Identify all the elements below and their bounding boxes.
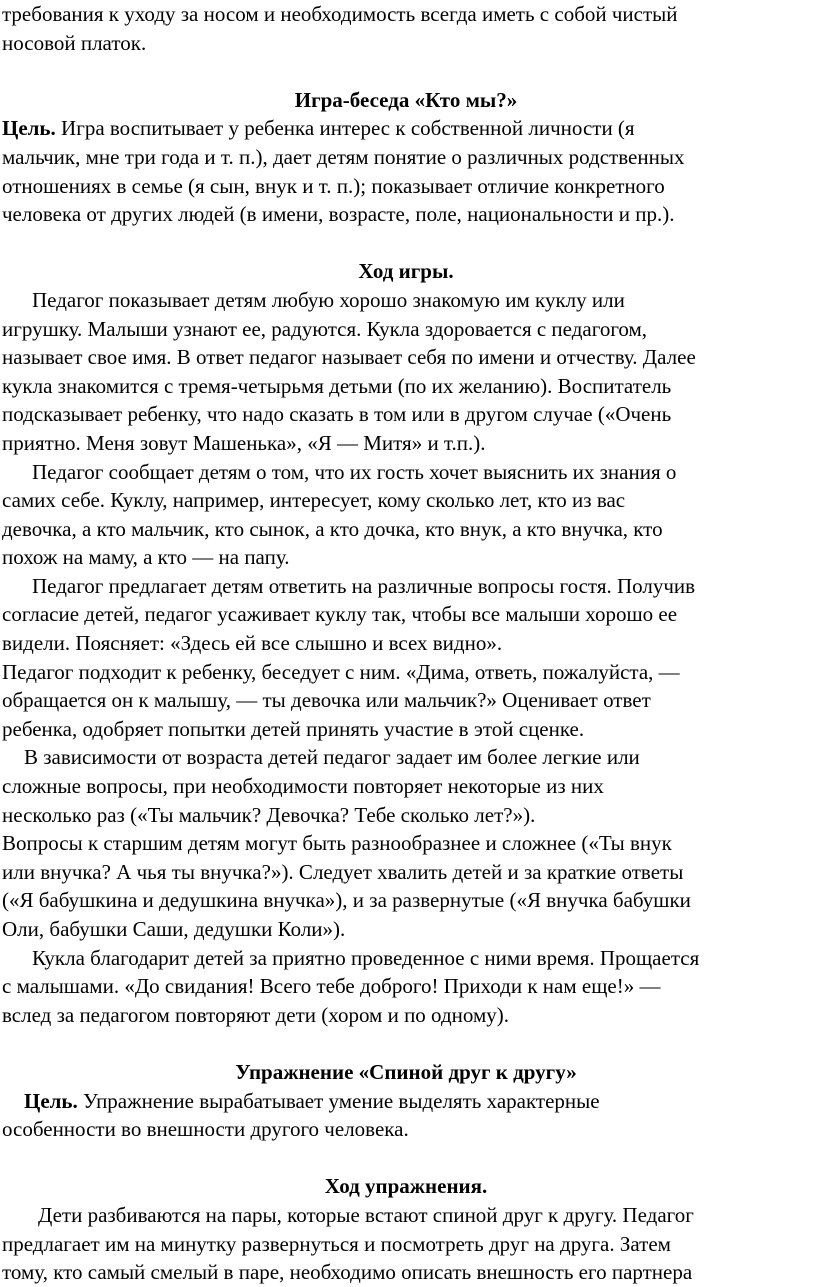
course-p5-line: или внучка? А чья ты внучка?»). Следует хвалить детей и за краткие ответы — [2, 859, 684, 884]
course-p6-line: вслед за педагогом повторяют дети (хором и по одному). — [2, 1002, 510, 1027]
course-p1-line: называет свое имя. В ответ педагог называет себя по имени и отчеству. Далее — [2, 345, 696, 370]
game-title: Игра-беседа «Кто мы?» — [294, 87, 518, 112]
course-p1-line: подсказывает ребенку, что надо сказать в том или в другом случае («Очень — [2, 402, 672, 427]
course-p2-line: похож на маму, а кто — на папу. — [2, 545, 290, 570]
course-p2-line: Педагог сообщает детям о том, что их гость хочет выяснить их знания о — [32, 459, 677, 484]
course-p3-line: обращается он к малышу, — ты девочка или мальчик?» Оценивает ответ — [2, 688, 651, 713]
course-p6-line: с малышами. «До свидания! Всего тебе доброго! Приходи к нам еще!» — — [2, 974, 661, 999]
spacer — [2, 1029, 810, 1058]
game-goal-line: мальчик, мне три года и т. п.), дает детям понятие о различных родственных — [2, 144, 685, 169]
spacer — [2, 1144, 810, 1173]
course-p5-line: Вопросы к старшим детям могут быть разнообразнее и сложнее («Ты внук — [2, 831, 672, 856]
game-goal-line: человека от других людей (в имени, возрасте, поле, национальности и пр.). — [2, 202, 675, 227]
course-p4-line: В зависимости от возраста детей педагог задает им более легкие или — [24, 745, 640, 770]
course-p3-line: ребенка, одобряет попытки детей принять участие в этой сценке. — [2, 716, 585, 741]
exercise-goal-line: особенности во внешности другого человека. — [2, 1117, 409, 1142]
spacer — [2, 229, 810, 258]
course-p6-line: Кукла благодарит детей за приятно проведенное с ними время. Прощается — [32, 945, 700, 970]
course-title: Ход игры. — [358, 259, 454, 284]
course-p2-line: девочка, а кто мальчик, кто сынок, а кто дочка, кто внук, а кто внучка, кто — [2, 516, 663, 541]
exercise-course-line: Дети разбиваются на пары, которые встают спиной друг к другу. Педагог — [38, 1202, 694, 1227]
course-p3-line: Педагог предлагает детям ответить на различные вопросы гостя. Получив — [32, 573, 696, 598]
course-p4-line: сложные вопросы, при необходимости повторяет некоторые из них — [2, 774, 604, 799]
course-p1-line: приятно. Меня зовут Машенька», «Я — Митя» и т.п.). — [2, 430, 486, 455]
intro-line: носовой платок. — [2, 30, 147, 55]
course-p5-line: («Я бабушкина и дедушкина внучка»), и за развернутые («Я внучка бабушки — [2, 888, 691, 913]
course-p2-line: самих себе. Куклу, например, интересует, кому сколько лет, кто из вас — [2, 488, 626, 513]
exercise-goal-label: Цель. — [24, 1088, 78, 1113]
exercise-course-line: предлагает им на минутку развернуться и посмотреть друг на друга. Затем — [2, 1231, 671, 1256]
course-p1-line: кукла знакомится с тремя-четырьмя детьми (по их желанию). Воспитатель — [2, 373, 672, 398]
spacer — [2, 57, 810, 86]
course-p1-line: Педагог показывает детям любую хорошо знакомую им куклу или — [32, 287, 625, 312]
course-p5-line: Оли, бабушки Саши, дедушки Коли»). — [2, 917, 346, 941]
exercise-course-line: тому, кто самый смелый в паре, необходимо описать внешность его партнера — [2, 1260, 693, 1285]
intro-line: требования к уходу за носом и необходимость всегда иметь с собой чистый — [2, 2, 678, 26]
course-p3-line: видели. Поясняет: «Здесь ей все слышно и всех видно». — [2, 631, 503, 656]
course-p3-line: Педагог подходит к ребенку, беседует с ним. «Дима, ответь, пожалуйста, — — [2, 659, 680, 684]
game-goal-text: Игра воспитывает у ребенка интерес к собственной личности (я — [55, 116, 635, 141]
exercise-goal-text: Упражнение вырабатывает умение выделять характерные — [77, 1088, 600, 1113]
course-p1-line: игрушку. Малыши узнают ее, радуются. Кукла здоровается с педагогом, — [2, 316, 648, 341]
course-p4-line: несколько раз («Ты мальчик? Девочка? Тебе сколько лет?»). — [2, 802, 536, 827]
exercise-goal-first-line — [2, 1087, 810, 1116]
exercise-course-title: Ход упражнения. — [324, 1174, 488, 1199]
game-goal-label: Цель. — [2, 116, 56, 141]
course-p3-line: согласие детей, педагог усаживает куклу так, чтобы все малыши хорошо ее — [2, 602, 678, 627]
exercise-title: Упражнение «Спиной друг к другу» — [235, 1059, 577, 1084]
game-goal-line: отношениях в семье (я сын, внук и т. п.); показывает отличие конкретного — [2, 173, 665, 198]
game-goal-first-line — [2, 114, 810, 143]
